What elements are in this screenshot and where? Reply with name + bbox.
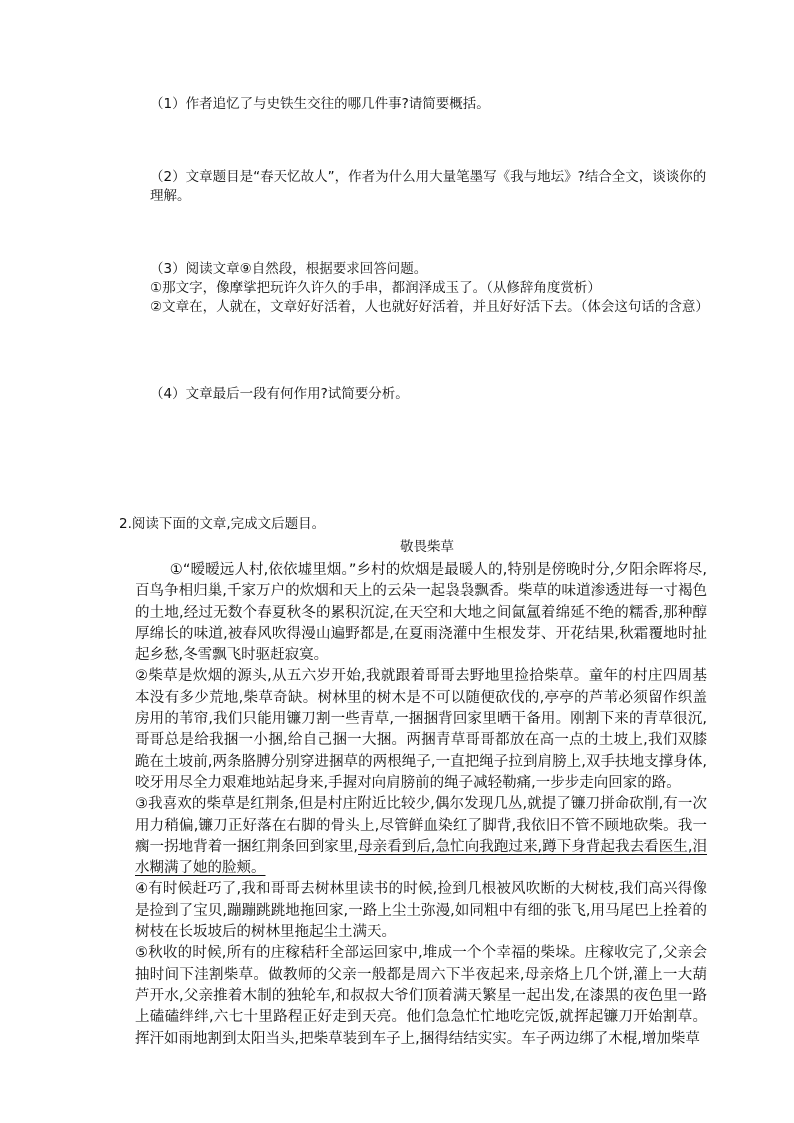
question-3-part-a: ①那文字，像摩挲把玩许久许久的手串，都润泽成玉了。（从修辞角度赏析） <box>150 280 601 296</box>
paragraph-3-text: ③我喜欢的柴草是红荆条,但是村庄附近比较少,偶尔发现几丛,就提了镰刀拼命砍削,有一次用力稍偏,镰刀正好落在右脚的骨头上,尽管鲜血染红了脚背,我依旧不管不顾地砍柴。我一瘸一拐地背着一捆红荆条回到家里, <box>135 796 707 855</box>
section-heading: 2.阅读下面的文章,完成文后题目。 <box>119 516 326 532</box>
question-3-part-b: ②文章在，人就在，文章好好活着，人也就好好活着，并且好好活下去。（体会这句话的含意） <box>150 299 709 315</box>
underlined-sentence-part-2: 蹲下身背起我去看医生,泪水糊满了她的脸颊。 <box>135 838 707 877</box>
question-4 <box>150 385 710 404</box>
question-3 <box>150 260 710 317</box>
paragraph-3 <box>135 794 707 879</box>
question-2-text: （2）文章题目是“春天忆故人”，作者为什么用大量笔墨写《我与地坛》?结合全文，谈谈你的理解。 <box>150 169 707 204</box>
paragraph-4: ④有时候赶巧了,我和哥哥去树林里读书的时候,捡到几根被风吹断的大树枝,我们高兴得像是捡到了宝贝,蹦蹦跳跳地拖回家,一路上尘土弥漫,如同粗中有细的张飞,用马尾巴上拴着的树枝在长坂坡后的树林里拖起尘土满天。 <box>135 881 707 941</box>
paragraph-5: ⑤秋收的时候,所有的庄稼秸秆全部运回家中,堆成一个个幸福的柴垛。庄稼收完了,父亲会抽时间下洼割柴草。做教师的父亲一般都是周六下半夜起来,母亲烙上几个饼,灌上一大葫芦开水,父亲推着木制的独轮车,和叔叔大爷们顶着满天繁星一起出发,在漆黑的夜色里一路上磕磕绊绊,六七十里路程正好走到天亮。他们急急忙忙地吃完饭,就挥起镰刀开始割草。挥汗如雨地割到太阳当头,把柴草装到车子上,捆得结结实实。车子两边绑了木棍,增加柴草 <box>135 945 707 1047</box>
question-1-text: （1）作者追忆了与史铁生交往的哪几件事?请简要概括。 <box>150 96 490 112</box>
paragraph-2: ②柴草是炊烟的源头,从五六岁开始,我就跟着哥哥去野地里捡拾柴草。童年的村庄四周基本没有多少荒地,柴草奇缺。树林里的树木是不可以随便砍伐的,亭亭的芦苇必须留作织盖房用的苇帘,我们只能用镰刀割一些青草,一捆捆背回家里晒干备用。刚割下来的青草很沉,哥哥总是给我捆一小捆,给自己捆一大捆。两捆青草哥哥都放在高一点的土坡上,我们双膝跪在土坡前,两条胳膊分别穿进捆草的两根绳子,一直把绳子拉到肩膀上,双手扶地支撑身体,咬牙用尽全力艰难地站起身来,手握对向肩膀前的绳子减轻勒痛,一步步走向回家的路。 <box>135 668 707 791</box>
article-title: 敬畏柴草 <box>400 539 454 555</box>
underlined-sentence-part-1: 母亲看到后,急忙向我跑过来, <box>358 838 543 855</box>
question-4-text: （4）文章最后一段有何作用?试简要分析。 <box>150 386 409 402</box>
article-body <box>135 560 707 1050</box>
question-2 <box>150 168 710 206</box>
paragraph-1: ①“暧暧远人村,依依墟里烟。”乡村的炊烟是最暖人的,特别是傍晚时分,夕阳余晖将尽,百鸟争相归巢,千家万户的炊烟和天上的云朵一起袅袅飘香。柴草的味道渗透进每一寸褐色的土地,经过无数个春夏秋冬的累积沉淀,在天空和大地之间氤氲着绵延不绝的糯香,那种醇厚绵长的味道,被春风吹得漫山遍野都是,在夏雨浇灌中生根发芽、开花结果,秋霜覆地时扯起乡愁,冬雪飘飞时驱赶寂寞。 <box>135 562 707 664</box>
question-1 <box>150 95 710 114</box>
question-3-intro: （3）阅读文章⑨自然段，根据要求回答问题。 <box>150 261 428 277</box>
